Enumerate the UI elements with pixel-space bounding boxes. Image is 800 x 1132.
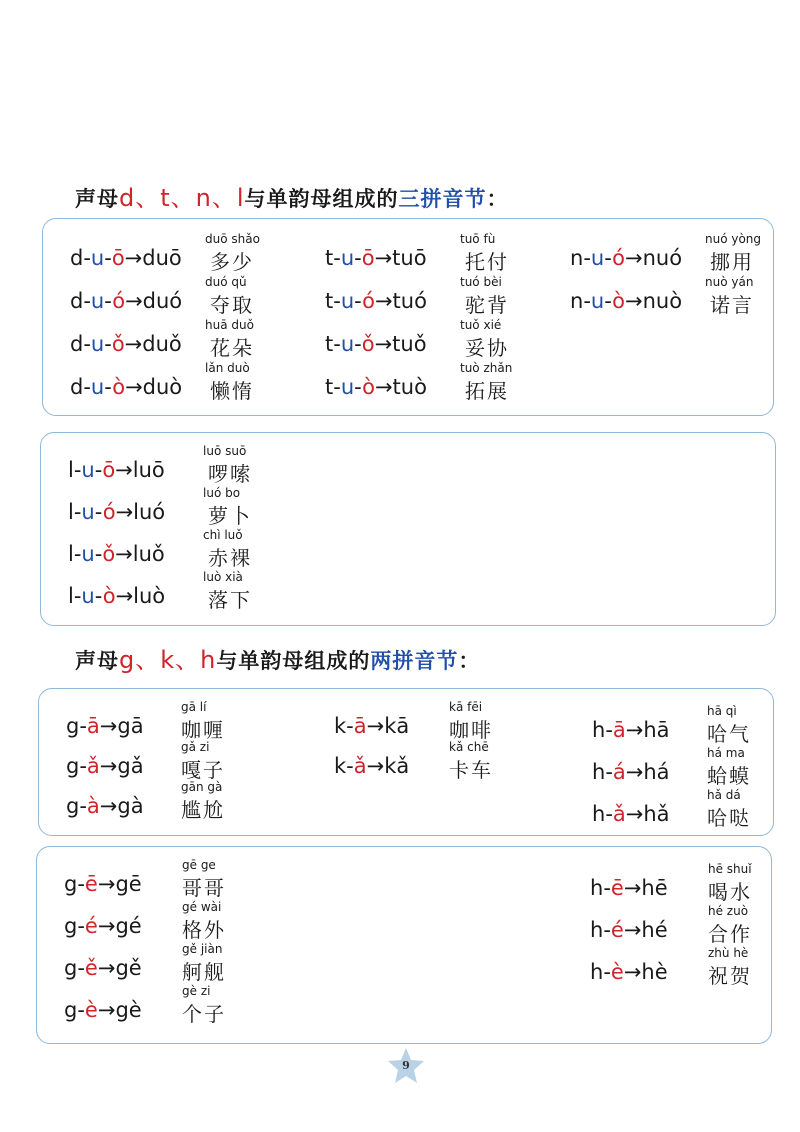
medial-vowel: u xyxy=(81,584,95,608)
word-hanzi: 托付 xyxy=(465,250,509,274)
tone-vowel: ò xyxy=(102,584,116,608)
separator: - xyxy=(346,754,354,778)
initial-letter: h xyxy=(592,802,606,826)
word-hanzi: 蛤蟆 xyxy=(707,764,751,788)
separator: - xyxy=(104,375,113,399)
tone-vowel: ā xyxy=(353,714,367,738)
word-pinyin: tuò zhǎn xyxy=(460,361,513,375)
separator: - xyxy=(73,584,82,608)
tone-vowel: ě xyxy=(84,956,98,980)
word-hanzi: 诺言 xyxy=(710,293,754,317)
initial-letter: t xyxy=(325,246,334,270)
syllable-entry xyxy=(570,232,800,272)
syllable-result: →gé xyxy=(97,914,142,938)
separator: - xyxy=(354,375,363,399)
syllable-result: →há xyxy=(625,760,670,784)
word-pinyin: zhù hè xyxy=(708,946,749,960)
section-title-three-part xyxy=(75,178,509,213)
separator: - xyxy=(104,332,112,356)
word-pinyin: tuó bèi xyxy=(460,275,502,289)
syllable-result: →gè xyxy=(97,998,142,1022)
spelling-formula xyxy=(68,584,165,608)
word-pinyin: hǎ dá xyxy=(707,788,741,802)
syllable-result: →duǒ xyxy=(124,332,182,356)
separator: - xyxy=(333,375,341,399)
tone-vowel: ò xyxy=(362,375,375,399)
initial-letter: g xyxy=(64,998,78,1022)
separator: - xyxy=(354,332,362,356)
word-pinyin: kǎ chē xyxy=(449,740,489,754)
tone-vowel: è xyxy=(84,998,98,1022)
word-hanzi: 挪用 xyxy=(710,250,754,274)
spelling-formula xyxy=(325,246,427,270)
syllable-entry xyxy=(325,361,585,401)
separator: - xyxy=(94,542,103,566)
initial-letter: l xyxy=(68,542,74,566)
spelling-formula xyxy=(66,754,144,778)
syllable-result: →tuò xyxy=(374,375,427,399)
title-highlight: 两拼音节 xyxy=(370,649,459,673)
syllable-entry xyxy=(325,275,585,315)
syllable-result: →tuó xyxy=(374,289,427,313)
syllable-result: →luó xyxy=(115,500,166,524)
spelling-formula xyxy=(66,794,144,818)
syllable-entry xyxy=(570,275,800,315)
spelling-formula xyxy=(592,802,670,826)
word-hanzi: 嘎子 xyxy=(181,758,225,782)
spelling-formula xyxy=(64,956,142,980)
initial-letter: g xyxy=(64,872,78,896)
syllable-result: →gǎ xyxy=(99,754,144,778)
initial-letter: g xyxy=(66,714,80,738)
title-colon: ： xyxy=(458,649,481,673)
word-pinyin: tuō fù xyxy=(460,232,496,246)
separator: - xyxy=(94,500,103,524)
title-colon: ： xyxy=(486,187,509,211)
initial-letter: n xyxy=(570,289,584,313)
syllable-entry xyxy=(70,275,330,315)
separator: - xyxy=(77,914,85,938)
syllable-entry xyxy=(590,862,800,902)
word-pinyin: chì luǒ xyxy=(203,528,243,542)
spelling-formula xyxy=(70,375,182,399)
spelling-formula xyxy=(325,289,427,313)
page-number-badge xyxy=(386,1046,426,1086)
title-prefix: 声母 xyxy=(75,649,119,673)
separator: - xyxy=(603,918,611,942)
spelling-formula xyxy=(64,914,142,938)
word-pinyin: gè zi xyxy=(182,984,211,998)
word-hanzi: 舸舰 xyxy=(182,960,226,984)
syllable-entry xyxy=(64,900,324,940)
word-hanzi: 咖喱 xyxy=(181,718,225,742)
medial-vowel: u xyxy=(590,289,605,313)
separator: - xyxy=(605,718,613,742)
spelling-formula xyxy=(590,918,668,942)
word-pinyin: gé wài xyxy=(182,900,222,914)
syllable-entry xyxy=(592,704,800,744)
syllable-result: →luò xyxy=(115,584,166,608)
tone-vowel: á xyxy=(612,760,626,784)
spelling-formula xyxy=(66,714,144,738)
syllable-result: →hè xyxy=(623,960,668,984)
initial-letter: k xyxy=(334,754,347,778)
initial-letter: h xyxy=(592,718,606,742)
medial-vowel: u xyxy=(590,246,605,270)
tone-vowel: ó xyxy=(112,289,126,313)
medial-vowel: u xyxy=(340,332,355,356)
separator: - xyxy=(346,714,354,738)
word-hanzi: 懒惰 xyxy=(210,379,254,403)
syllable-result: →duó xyxy=(125,289,183,313)
separator: - xyxy=(83,332,91,356)
syllable-result: →gě xyxy=(97,956,142,980)
syllable-entry xyxy=(70,361,330,401)
word-hanzi: 驼背 xyxy=(465,293,509,317)
medial-vowel: u xyxy=(81,542,95,566)
separator: - xyxy=(354,246,362,270)
syllable-result: →nuó xyxy=(625,246,683,270)
syllable-entry xyxy=(334,700,594,740)
word-hanzi: 卡车 xyxy=(449,758,493,782)
tone-vowel: é xyxy=(610,918,624,942)
initial-letter: l xyxy=(68,584,74,608)
word-pinyin: gā lí xyxy=(181,700,207,714)
spelling-formula xyxy=(68,458,165,482)
word-pinyin: lǎn duò xyxy=(205,361,250,375)
word-pinyin: hā qì xyxy=(707,704,737,718)
word-hanzi: 哈哒 xyxy=(707,806,751,830)
initial-letter: g xyxy=(64,956,78,980)
word-pinyin: gān gà xyxy=(181,780,223,794)
word-hanzi: 赤裸 xyxy=(208,546,252,570)
word-pinyin: huā duǒ xyxy=(205,318,254,332)
separator: - xyxy=(79,714,87,738)
spelling-formula xyxy=(334,714,409,738)
initial-letter: h xyxy=(592,760,606,784)
initial-letter: n xyxy=(570,246,584,270)
syllable-entry xyxy=(68,570,328,610)
tone-vowel: ó xyxy=(612,246,626,270)
syllable-entry xyxy=(64,984,324,1024)
word-hanzi: 哈气 xyxy=(707,722,751,746)
word-hanzi: 妥协 xyxy=(465,336,509,360)
word-pinyin: luò xià xyxy=(203,570,243,584)
separator: - xyxy=(79,754,87,778)
syllable-entry xyxy=(68,486,328,526)
separator: - xyxy=(104,246,112,270)
initial-letter: t xyxy=(325,332,334,356)
tone-vowel: ē xyxy=(84,872,98,896)
title-middle: 与单韵母组成的 xyxy=(216,649,371,673)
separator: - xyxy=(603,960,611,984)
word-pinyin: duó qǔ xyxy=(205,275,247,289)
tone-vowel: ò xyxy=(612,289,626,313)
spelling-formula xyxy=(325,375,427,399)
initial-letter: h xyxy=(590,876,604,900)
syllable-entry xyxy=(590,946,800,986)
initial-letter: d xyxy=(70,332,84,356)
syllable-result: →duō xyxy=(124,246,182,270)
syllable-entry xyxy=(68,444,328,484)
initial-letter: d xyxy=(70,375,84,399)
syllable-entry xyxy=(334,740,594,780)
separator: - xyxy=(104,289,113,313)
title-prefix: 声母 xyxy=(75,187,119,211)
tone-vowel: ǒ xyxy=(111,332,125,356)
spelling-formula xyxy=(70,246,182,270)
spelling-formula xyxy=(334,754,409,778)
spelling-formula xyxy=(590,960,668,984)
tone-vowel: ē xyxy=(610,876,624,900)
syllable-entry xyxy=(64,942,324,982)
word-pinyin: kā fēi xyxy=(449,700,483,714)
initial-letter: l xyxy=(68,500,74,524)
syllable-result: →duò xyxy=(125,375,183,399)
word-pinyin: há ma xyxy=(707,746,745,760)
word-hanzi: 落下 xyxy=(208,588,252,612)
spelling-formula xyxy=(590,876,668,900)
word-hanzi: 拓展 xyxy=(465,379,509,403)
word-hanzi: 多少 xyxy=(210,250,254,274)
syllable-result: →kǎ xyxy=(366,754,410,778)
syllable-entry xyxy=(325,318,585,358)
initial-letter: g xyxy=(64,914,78,938)
tone-vowel: ō xyxy=(361,246,375,270)
syllable-result: →tuǒ xyxy=(374,332,427,356)
tone-vowel: é xyxy=(84,914,98,938)
spelling-formula xyxy=(64,998,142,1022)
title-letters: g、k、h xyxy=(119,646,217,674)
spelling-formula xyxy=(70,332,182,356)
syllable-entry xyxy=(70,232,330,272)
separator: - xyxy=(604,246,613,270)
title-middle: 与单韵母组成的 xyxy=(244,187,399,211)
syllable-entry xyxy=(592,788,800,828)
initial-letter: g xyxy=(66,754,80,778)
syllable-result: →gā xyxy=(99,714,144,738)
separator: - xyxy=(333,289,341,313)
syllable-result: →luǒ xyxy=(115,542,165,566)
spelling-formula xyxy=(325,332,427,356)
initial-letter: d xyxy=(70,246,84,270)
initial-letter: t xyxy=(325,289,334,313)
word-pinyin: nuó yòng xyxy=(705,232,762,246)
separator: - xyxy=(583,246,591,270)
tone-vowel: ǎ xyxy=(86,754,100,778)
tone-vowel: ǒ xyxy=(102,542,116,566)
word-hanzi: 花朵 xyxy=(210,336,254,360)
separator: - xyxy=(77,872,85,896)
syllable-result: →hé xyxy=(623,918,668,942)
initial-letter: g xyxy=(66,794,80,818)
separator: - xyxy=(79,794,87,818)
separator: - xyxy=(83,375,91,399)
tone-vowel: ò xyxy=(112,375,126,399)
syllable-result: →hā xyxy=(625,718,670,742)
initial-letter: d xyxy=(70,289,84,313)
initial-letter: h xyxy=(590,918,604,942)
word-hanzi: 夺取 xyxy=(210,293,254,317)
separator: - xyxy=(94,458,103,482)
spelling-formula xyxy=(70,289,182,313)
separator: - xyxy=(94,584,103,608)
syllable-result: →hǎ xyxy=(625,802,670,826)
word-hanzi: 啰嗦 xyxy=(208,462,252,486)
medial-vowel: u xyxy=(90,289,105,313)
separator: - xyxy=(77,956,85,980)
word-hanzi: 咖啡 xyxy=(449,718,493,742)
spelling-formula xyxy=(570,289,682,313)
page-number: 9 xyxy=(402,1059,410,1072)
syllable-entry xyxy=(590,904,800,944)
tone-vowel: ǎ xyxy=(612,802,626,826)
medial-vowel: u xyxy=(81,500,95,524)
separator: - xyxy=(333,246,341,270)
word-pinyin: gē ge xyxy=(182,858,216,872)
syllable-entry xyxy=(68,528,328,568)
spelling-formula xyxy=(68,542,165,566)
word-pinyin: hé zuò xyxy=(708,904,749,918)
tone-vowel: è xyxy=(610,960,624,984)
word-pinyin: gǎ zi xyxy=(181,740,210,754)
separator: - xyxy=(83,246,91,270)
medial-vowel: u xyxy=(90,246,105,270)
tone-vowel: ō xyxy=(111,246,125,270)
word-hanzi: 尴尬 xyxy=(181,798,225,822)
medial-vowel: u xyxy=(340,289,355,313)
separator: - xyxy=(83,289,91,313)
syllable-result: →gà xyxy=(99,794,144,818)
syllable-result: →tuō xyxy=(374,246,427,270)
separator: - xyxy=(605,802,613,826)
spelling-formula xyxy=(68,500,165,524)
tone-vowel: ǒ xyxy=(361,332,375,356)
tone-vowel: ó xyxy=(102,500,116,524)
syllable-entry xyxy=(66,700,326,740)
word-pinyin: luó bo xyxy=(203,486,241,500)
title-letters: d、t、n、l xyxy=(119,184,245,212)
separator: - xyxy=(603,876,611,900)
word-hanzi: 格外 xyxy=(182,918,226,942)
section-title-two-part xyxy=(75,640,480,675)
word-pinyin: nuò yán xyxy=(705,275,754,289)
word-hanzi: 个子 xyxy=(182,1002,226,1026)
separator: - xyxy=(604,289,613,313)
separator: - xyxy=(583,289,591,313)
tone-vowel: ō xyxy=(102,458,116,482)
syllable-result: →luō xyxy=(115,458,165,482)
syllable-entry xyxy=(70,318,330,358)
spelling-formula xyxy=(570,246,682,270)
word-pinyin: duō shǎo xyxy=(205,232,260,246)
tone-vowel: ǎ xyxy=(353,754,367,778)
tone-vowel: ā xyxy=(86,714,100,738)
spelling-formula xyxy=(64,872,142,896)
initial-letter: t xyxy=(325,375,334,399)
separator: - xyxy=(73,500,82,524)
word-hanzi: 祝贺 xyxy=(708,964,752,988)
word-hanzi: 萝卜 xyxy=(208,504,252,528)
title-highlight: 三拼音节 xyxy=(398,187,487,211)
syllable-result: →kā xyxy=(366,714,410,738)
initial-letter: k xyxy=(334,714,347,738)
separator: - xyxy=(605,760,613,784)
word-hanzi: 合作 xyxy=(708,922,752,946)
separator: - xyxy=(73,542,82,566)
medial-vowel: u xyxy=(340,375,355,399)
medial-vowel: u xyxy=(340,246,355,270)
word-hanzi: 喝水 xyxy=(708,880,752,904)
medial-vowel: u xyxy=(81,458,95,482)
word-pinyin: luō suō xyxy=(203,444,247,458)
medial-vowel: u xyxy=(90,375,105,399)
syllable-entry xyxy=(325,232,585,272)
separator: - xyxy=(77,998,85,1022)
spelling-formula xyxy=(592,718,670,742)
syllable-entry xyxy=(66,740,326,780)
word-hanzi: 哥哥 xyxy=(182,876,226,900)
initial-letter: h xyxy=(590,960,604,984)
syllable-entry xyxy=(66,780,326,820)
tone-vowel: ā xyxy=(612,718,626,742)
syllable-result: →hē xyxy=(623,876,668,900)
syllable-result: →nuò xyxy=(625,289,683,313)
separator: - xyxy=(73,458,82,482)
word-pinyin: hē shuǐ xyxy=(708,862,752,876)
separator: - xyxy=(333,332,341,356)
spelling-formula xyxy=(592,760,670,784)
tone-vowel: à xyxy=(86,794,100,818)
syllable-entry xyxy=(64,858,324,898)
word-pinyin: gě jiàn xyxy=(182,942,223,956)
separator: - xyxy=(354,289,363,313)
medial-vowel: u xyxy=(90,332,105,356)
syllable-result: →gē xyxy=(97,872,142,896)
initial-letter: l xyxy=(68,458,74,482)
word-pinyin: tuǒ xié xyxy=(460,318,502,332)
tone-vowel: ó xyxy=(362,289,375,313)
syllable-entry xyxy=(592,746,800,786)
